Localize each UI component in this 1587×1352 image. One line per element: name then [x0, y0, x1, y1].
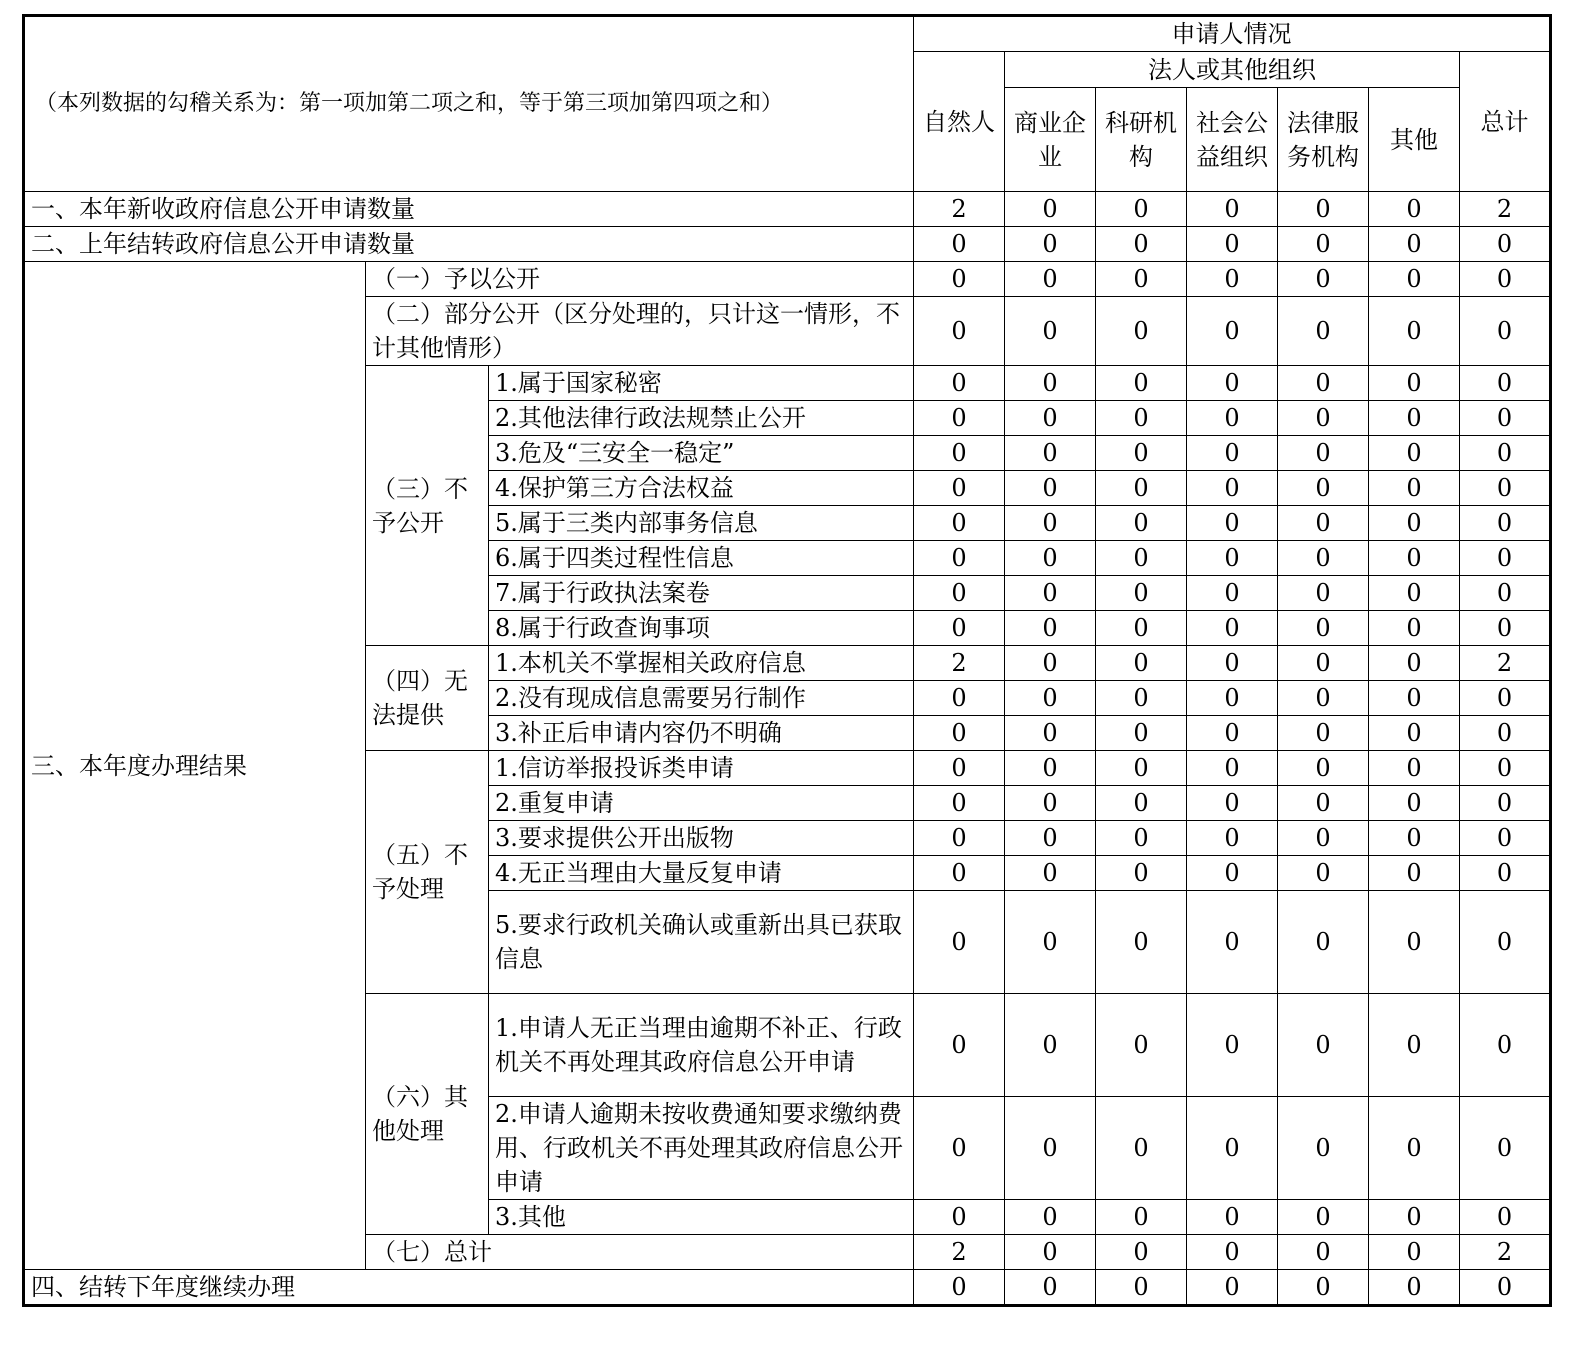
value-cell: 0 [1460, 611, 1551, 646]
item-label: 1.本机关不掌握相关政府信息 [489, 646, 914, 681]
value-cell: 0 [1369, 1097, 1460, 1200]
item-label: 2.没有现成信息需要另行制作 [489, 681, 914, 716]
value-cell: 0 [1278, 716, 1369, 751]
value-cell: 0 [1369, 227, 1460, 262]
value-cell: 0 [1005, 646, 1096, 681]
value-cell: 0 [1096, 227, 1187, 262]
value-cell: 0 [1369, 751, 1460, 786]
value-cell: 0 [1187, 576, 1278, 611]
value-cell: 0 [914, 681, 1005, 716]
value-cell: 0 [1005, 1235, 1096, 1270]
value-cell: 0 [1278, 786, 1369, 821]
value-cell: 0 [1096, 192, 1187, 227]
value-cell: 0 [1278, 611, 1369, 646]
value-cell: 0 [1369, 297, 1460, 366]
value-cell: 0 [914, 1270, 1005, 1306]
value-cell: 0 [1005, 436, 1096, 471]
item-label: 3.补正后申请内容仍不明确 [489, 716, 914, 751]
value-cell: 0 [1460, 716, 1551, 751]
other-header: 其他 [1369, 88, 1460, 192]
value-cell: 0 [1096, 1235, 1187, 1270]
item-label: 3.要求提供公开出版物 [489, 821, 914, 856]
value-cell: 0 [1005, 262, 1096, 297]
value-cell: 0 [1369, 716, 1460, 751]
value-cell: 0 [1096, 611, 1187, 646]
value-cell: 0 [914, 227, 1005, 262]
value-cell: 0 [1460, 366, 1551, 401]
value-cell: 0 [914, 401, 1005, 436]
value-cell: 0 [1460, 751, 1551, 786]
value-cell: 0 [1369, 994, 1460, 1097]
value-cell: 0 [914, 786, 1005, 821]
legal-group-header: 法人或其他组织 [1005, 52, 1460, 88]
value-cell: 0 [1460, 227, 1551, 262]
value-cell: 0 [1005, 1097, 1096, 1200]
value-cell: 0 [1460, 856, 1551, 891]
value-cell: 0 [1460, 681, 1551, 716]
value-cell: 0 [1369, 821, 1460, 856]
value-cell: 0 [1369, 192, 1460, 227]
value-cell: 0 [1460, 471, 1551, 506]
value-cell: 0 [1460, 541, 1551, 576]
value-cell: 0 [1187, 856, 1278, 891]
value-cell: 0 [1278, 192, 1369, 227]
value-cell: 0 [1369, 401, 1460, 436]
value-cell: 0 [1278, 856, 1369, 891]
value-cell: 0 [1096, 891, 1187, 994]
group-label: （四）无法提供 [366, 646, 489, 751]
value-cell: 0 [1460, 786, 1551, 821]
value-cell: 0 [1187, 1097, 1278, 1200]
value-cell: 0 [1096, 856, 1187, 891]
value-cell: 0 [1096, 401, 1187, 436]
value-cell: 0 [1096, 681, 1187, 716]
value-cell: 0 [1369, 541, 1460, 576]
relation-note: （本列数据的勾稽关系为：第一项加第二项之和，等于第三项加第四项之和） [24, 16, 914, 192]
value-cell: 0 [1369, 471, 1460, 506]
item-label: 1.信访举报投诉类申请 [489, 751, 914, 786]
value-cell: 0 [914, 821, 1005, 856]
value-cell: 0 [1278, 506, 1369, 541]
row-label: 四、结转下年度继续办理 [24, 1270, 914, 1306]
value-cell: 0 [1369, 611, 1460, 646]
value-cell: 0 [1187, 646, 1278, 681]
value-cell: 0 [1460, 821, 1551, 856]
value-cell: 0 [1187, 506, 1278, 541]
value-cell: 0 [914, 994, 1005, 1097]
value-cell: 0 [1187, 891, 1278, 994]
item-label: 7.属于行政执法案卷 [489, 576, 914, 611]
value-cell: 0 [914, 1097, 1005, 1200]
value-cell: 0 [1278, 436, 1369, 471]
value-cell: 0 [1096, 1200, 1187, 1235]
value-cell: 0 [1005, 821, 1096, 856]
item-label: 2.申请人逾期未按收费通知要求缴纳费用、行政机关不再处理其政府信息公开申请 [489, 1097, 914, 1200]
value-cell: 0 [1005, 471, 1096, 506]
value-cell: 0 [1005, 1270, 1096, 1306]
value-cell: 0 [1096, 576, 1187, 611]
value-cell: 0 [1369, 1235, 1460, 1270]
value-cell: 0 [1278, 681, 1369, 716]
value-cell: 0 [1369, 856, 1460, 891]
value-cell: 0 [1278, 401, 1369, 436]
value-cell: 0 [1460, 1200, 1551, 1235]
value-cell: 0 [914, 856, 1005, 891]
item-label: 2.其他法律行政法规禁止公开 [489, 401, 914, 436]
value-cell: 0 [1460, 436, 1551, 471]
item-label: 3.其他 [489, 1200, 914, 1235]
item-label: 1.属于国家秘密 [489, 366, 914, 401]
value-cell: 0 [1187, 401, 1278, 436]
value-cell: 0 [1369, 891, 1460, 994]
value-cell: 0 [1369, 262, 1460, 297]
value-cell: 0 [1187, 262, 1278, 297]
value-cell: 0 [1096, 1097, 1187, 1200]
value-cell: 0 [1278, 576, 1369, 611]
value-cell: 0 [1005, 227, 1096, 262]
value-cell: 0 [1005, 541, 1096, 576]
value-cell: 0 [1187, 436, 1278, 471]
value-cell: 0 [1460, 994, 1551, 1097]
value-cell: 0 [1460, 576, 1551, 611]
natural-person-header: 自然人 [914, 52, 1005, 192]
item-label: 4.无正当理由大量反复申请 [489, 856, 914, 891]
group-label: （一）予以公开 [366, 262, 914, 297]
value-cell: 0 [1278, 1200, 1369, 1235]
value-cell: 0 [1187, 192, 1278, 227]
research-header: 科研机构 [1096, 88, 1187, 192]
item-label: 5.要求行政机关确认或重新出具已获取信息 [489, 891, 914, 994]
value-cell: 0 [1187, 1270, 1278, 1306]
value-cell: 0 [1460, 401, 1551, 436]
value-cell: 0 [1187, 227, 1278, 262]
section-label: 三、本年度办理结果 [24, 262, 366, 1270]
value-cell: 0 [1369, 646, 1460, 681]
value-cell: 2 [1460, 646, 1551, 681]
value-cell: 0 [1005, 891, 1096, 994]
value-cell: 0 [1187, 786, 1278, 821]
value-cell: 2 [914, 192, 1005, 227]
value-cell: 0 [914, 506, 1005, 541]
value-cell: 0 [1187, 716, 1278, 751]
item-label: 4.保护第三方合法权益 [489, 471, 914, 506]
value-cell: 0 [914, 297, 1005, 366]
statistics-table [22, 14, 1552, 1307]
row-label: 一、本年新收政府信息公开申请数量 [24, 192, 914, 227]
group-label: （三）不予公开 [366, 366, 489, 646]
value-cell: 0 [1278, 821, 1369, 856]
value-cell: 0 [914, 1200, 1005, 1235]
value-cell: 2 [1460, 192, 1551, 227]
value-cell: 0 [1278, 1235, 1369, 1270]
value-cell: 0 [914, 366, 1005, 401]
item-label: 1.申请人无正当理由逾期不补正、行政机关不再处理其政府信息公开申请 [489, 994, 914, 1097]
value-cell: 0 [1460, 297, 1551, 366]
value-cell: 0 [1096, 751, 1187, 786]
value-cell: 0 [914, 541, 1005, 576]
value-cell: 0 [914, 716, 1005, 751]
table-row [24, 1270, 1551, 1306]
value-cell: 0 [1369, 1270, 1460, 1306]
group-label: （五）不予处理 [366, 751, 489, 994]
table-row [24, 262, 1551, 297]
value-cell: 0 [1005, 366, 1096, 401]
value-cell: 0 [1369, 506, 1460, 541]
value-cell: 0 [1005, 681, 1096, 716]
value-cell: 0 [1187, 751, 1278, 786]
item-label: 6.属于四类过程性信息 [489, 541, 914, 576]
value-cell: 0 [1005, 856, 1096, 891]
value-cell: 0 [1005, 192, 1096, 227]
value-cell: 0 [914, 262, 1005, 297]
value-cell: 0 [1005, 1200, 1096, 1235]
social-header: 社会公益组织 [1187, 88, 1278, 192]
value-cell: 0 [1460, 1270, 1551, 1306]
value-cell: 0 [1278, 646, 1369, 681]
value-cell: 0 [914, 611, 1005, 646]
commercial-header: 商业企业 [1005, 88, 1096, 192]
value-cell: 0 [1096, 436, 1187, 471]
value-cell: 0 [1278, 227, 1369, 262]
value-cell: 0 [1278, 751, 1369, 786]
value-cell: 0 [1005, 994, 1096, 1097]
item-label: 5.属于三类内部事务信息 [489, 506, 914, 541]
value-cell: 0 [1096, 366, 1187, 401]
value-cell: 0 [1187, 1200, 1278, 1235]
value-cell: 0 [1005, 506, 1096, 541]
value-cell: 0 [1278, 471, 1369, 506]
value-cell: 0 [1187, 541, 1278, 576]
value-cell: 0 [1278, 262, 1369, 297]
value-cell: 0 [1369, 786, 1460, 821]
value-cell: 2 [914, 646, 1005, 681]
value-cell: 0 [1005, 751, 1096, 786]
value-cell: 0 [1096, 262, 1187, 297]
applicant-header: 申请人情况 [914, 16, 1551, 52]
value-cell: 0 [1096, 1270, 1187, 1306]
legal-service-header: 法律服务机构 [1278, 88, 1369, 192]
item-label: 8.属于行政查询事项 [489, 611, 914, 646]
value-cell: 0 [1096, 821, 1187, 856]
value-cell: 0 [1187, 366, 1278, 401]
value-cell: 0 [914, 436, 1005, 471]
row-label: 二、上年结转政府信息公开申请数量 [24, 227, 914, 262]
value-cell: 0 [1187, 611, 1278, 646]
group-label: （七）总计 [366, 1235, 914, 1270]
value-cell: 2 [1460, 1235, 1551, 1270]
value-cell: 0 [1278, 541, 1369, 576]
value-cell: 0 [1096, 541, 1187, 576]
value-cell: 0 [1187, 471, 1278, 506]
value-cell: 0 [1005, 716, 1096, 751]
value-cell: 0 [1369, 436, 1460, 471]
group-label: （二）部分公开（区分处理的，只计这一情形，不计其他情形） [366, 297, 914, 366]
value-cell: 0 [1187, 1235, 1278, 1270]
value-cell: 0 [1096, 716, 1187, 751]
value-cell: 0 [1460, 891, 1551, 994]
value-cell: 0 [1278, 994, 1369, 1097]
value-cell: 0 [1369, 576, 1460, 611]
value-cell: 0 [1187, 821, 1278, 856]
value-cell: 0 [914, 576, 1005, 611]
value-cell: 0 [1187, 297, 1278, 366]
value-cell: 0 [914, 471, 1005, 506]
item-label: 3.危及“三安全一稳定” [489, 436, 914, 471]
value-cell: 0 [1278, 891, 1369, 994]
total-header: 总计 [1460, 52, 1551, 192]
table-row [24, 227, 1551, 262]
value-cell: 0 [1096, 646, 1187, 681]
value-cell: 0 [1005, 297, 1096, 366]
value-cell: 2 [914, 1235, 1005, 1270]
value-cell: 0 [1460, 262, 1551, 297]
value-cell: 0 [914, 751, 1005, 786]
value-cell: 0 [1369, 366, 1460, 401]
value-cell: 0 [1369, 1200, 1460, 1235]
value-cell: 0 [1278, 366, 1369, 401]
group-label: （六）其他处理 [366, 994, 489, 1235]
value-cell: 0 [1005, 611, 1096, 646]
value-cell: 0 [1005, 576, 1096, 611]
value-cell: 0 [1005, 786, 1096, 821]
table-row [24, 192, 1551, 227]
value-cell: 0 [1096, 994, 1187, 1097]
value-cell: 0 [1460, 1097, 1551, 1200]
value-cell: 0 [1005, 401, 1096, 436]
value-cell: 0 [1278, 297, 1369, 366]
value-cell: 0 [1460, 506, 1551, 541]
value-cell: 0 [1187, 994, 1278, 1097]
value-cell: 0 [1187, 681, 1278, 716]
value-cell: 0 [1278, 1270, 1369, 1306]
value-cell: 0 [1096, 786, 1187, 821]
value-cell: 0 [1278, 1097, 1369, 1200]
value-cell: 0 [914, 891, 1005, 994]
value-cell: 0 [1096, 506, 1187, 541]
value-cell: 0 [1096, 297, 1187, 366]
value-cell: 0 [1096, 471, 1187, 506]
value-cell: 0 [1369, 681, 1460, 716]
item-label: 2.重复申请 [489, 786, 914, 821]
